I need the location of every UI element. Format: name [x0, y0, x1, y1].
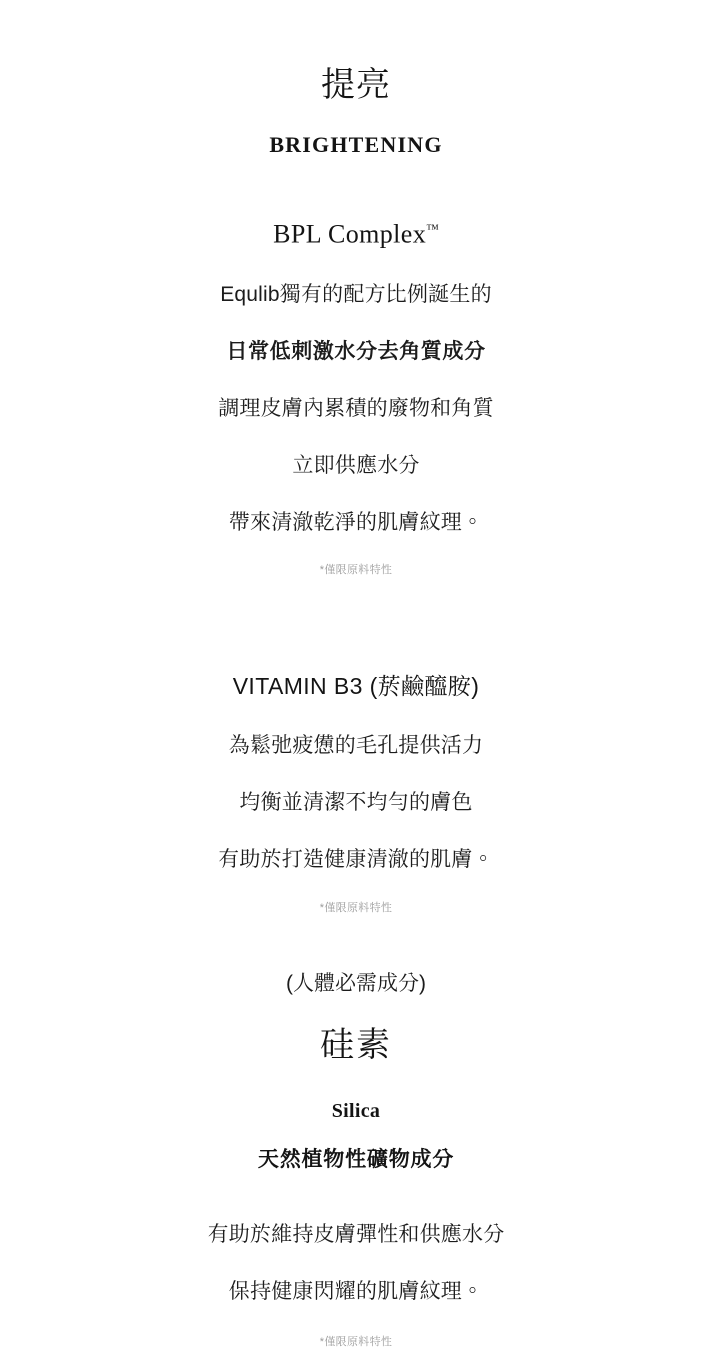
section-brightening — [0, 0, 712, 578]
silica-description — [0, 1217, 712, 1310]
bpl-complex-name: BPL Complex — [273, 219, 427, 249]
brightening-footnote: *僅限原料特性 — [319, 564, 393, 577]
brightening-line-4: 立即供應水分 — [292, 454, 420, 478]
silica-title-en: Silica — [331, 1100, 381, 1123]
trademark-symbol: ™ — [426, 220, 439, 236]
vitamin-b3-description — [0, 728, 712, 878]
bpl-complex-title — [0, 212, 712, 252]
vitamin-b3-footnote: *僅限原料特性 — [319, 902, 393, 915]
silica-footnote: *僅限原料特性 — [319, 1336, 393, 1349]
brightening-line-3: 調理皮膚內累積的廢物和角質 — [218, 397, 494, 421]
silica-paren-label: (人體必需成分) — [286, 972, 426, 996]
silica-line-2: 保持健康閃耀的肌膚紋理。 — [228, 1280, 484, 1304]
silica-subtitle: 天然植物性礦物成分 — [257, 1148, 455, 1172]
brightening-heading-cn: 提亮 — [321, 65, 391, 104]
brightening-description — [0, 277, 712, 541]
vitamin-b3-line-2: 均衡並清潔不均勻的膚色 — [239, 791, 473, 815]
brightening-line-1: Equlib獨有的配方比例誕生的 — [220, 283, 492, 307]
silica-line-1: 有助於維持皮膚彈性和供應水分 — [207, 1223, 505, 1247]
silica-title-cn: 硅素 — [320, 1026, 392, 1065]
vitamin-b3-line-3: 有助於打造健康清澈的肌膚。 — [218, 848, 494, 872]
brightening-heading-en: BRIGHTENING — [269, 131, 443, 157]
vitamin-b3-line-1: 為鬆弛疲憊的毛孔提供活力 — [228, 734, 484, 758]
brightening-line-5: 帶來清澈乾淨的肌膚紋理。 — [228, 511, 484, 535]
section-vitamin-b3 — [0, 670, 712, 916]
section-silica — [0, 968, 712, 1350]
brightening-line-2: 日常低刺激水分去角質成分 — [226, 340, 486, 364]
vitamin-b3-title: VITAMIN B3 (菸鹼醯胺) — [232, 673, 480, 700]
